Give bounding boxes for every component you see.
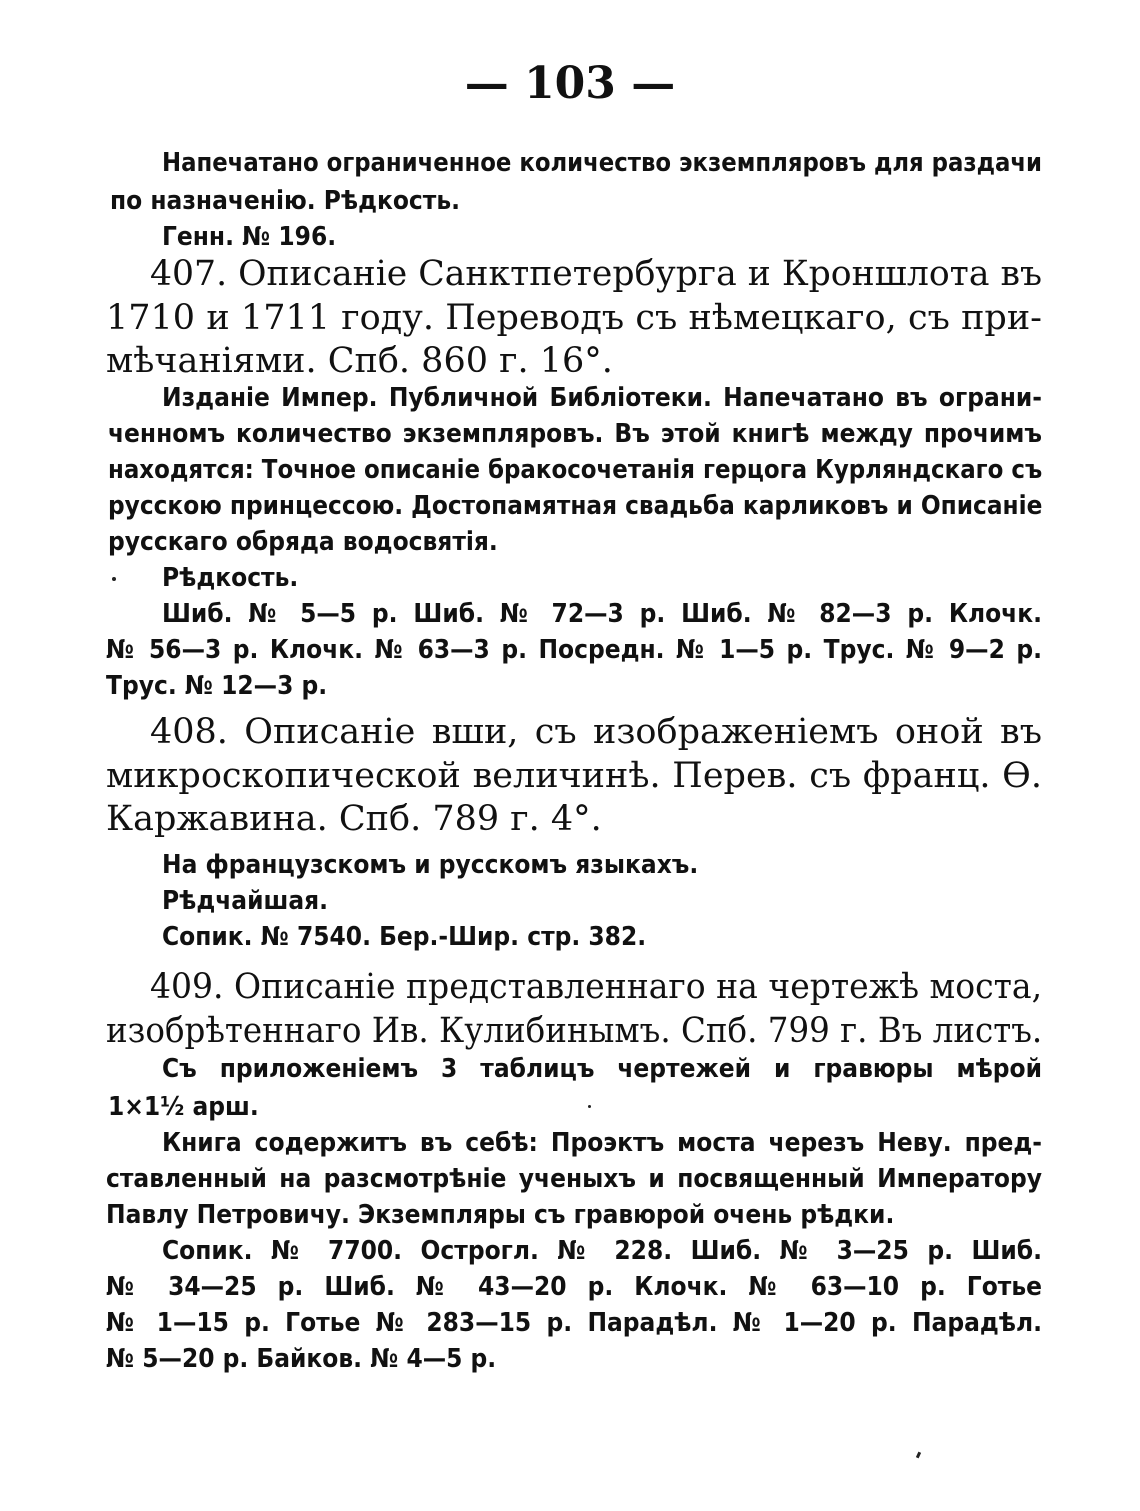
print-speck — [916, 1452, 921, 1459]
entry-407-rarity: Рѣдкость. — [162, 563, 299, 593]
entry-409-refs-line-3: № 1—15 р. Готье № 283—15 р. Парадѣл. № 1—20 р. Парадѣл. — [106, 1308, 1042, 1338]
entry-407-note-line-3: находятся: Точное описаніе бракосочетанія герцога Курляндскаго съ — [108, 455, 1043, 485]
entry-407-refs-line-3: Трус. № 12—3 р. — [106, 671, 328, 701]
entry-409-note-line-2: 1×1½ арш. — [108, 1092, 259, 1122]
prev-entry-reference: Генн. № 196. — [162, 222, 337, 252]
entry-407-title-line-2: 1710 и 1711 году. Переводъ съ нѣмецкаго, съ при- — [106, 298, 1042, 338]
entry-409-refs-line-2: № 34—25 р. Шиб. № 43—20 р. Клочк. № 63—10 р. Готье — [106, 1272, 1042, 1302]
entry-409-title-line-2: изобрѣтеннаго Ив. Кулибинымъ. Спб. 799 г. Въ листъ. — [106, 1011, 1043, 1051]
entry-407-note-line-1: Изданіе Импер. Публичной Библіотеки. Напечатано въ ограни- — [162, 383, 1042, 413]
entry-409-note-line-3: Книга содержитъ въ себѣ: Проэктъ моста черезъ Неву. пред- — [162, 1128, 1042, 1158]
entry-407-note-line-2: ченномъ количество экземпляровъ. Въ этой книгѣ между прочимъ — [108, 419, 1042, 449]
entry-409-note-line-4: ставленный на разсмотрѣніе ученыхъ и посвященный Императору — [106, 1164, 1042, 1194]
entry-407-note-line-5: русскаго обряда водосвятія. — [108, 527, 498, 557]
entry-407-title-line-3: мѣчаніями. Спб. 860 г. 16°. — [106, 341, 613, 381]
entry-408-title-line-2: микроскопической величинѣ. Перев. съ франц. Ѳ. — [106, 756, 1042, 796]
entry-409-note-line-1: Съ приложеніемъ 3 таблицъ чертежей и гравюры мѣрой — [162, 1054, 1042, 1084]
entry-409-refs-line-4: № 5—20 р. Байков. № 4—5 р. — [106, 1344, 497, 1374]
print-speck — [112, 577, 116, 581]
entry-409-refs-line-1: Сопик. № 7700. Острогл. № 228. Шиб. № 3—25 р. Шиб. — [162, 1236, 1042, 1266]
entry-407-refs-line-2: № 56—3 р. Клочк. № 63—3 р. Посредн. № 1—5 р. Трус. № 9—2 р. — [106, 635, 1042, 665]
entry-407-title-line-1: 407. Описаніе Санктпетербурга и Кроншлота въ — [150, 254, 1042, 294]
prev-entry-note-line-1: Напечатано ограниченное количество экземпляровъ для раздачи — [162, 148, 1042, 178]
page-number: — 103 — — [464, 58, 676, 109]
entry-408-note-line-1: На французскомъ и русскомъ языкахъ. — [162, 850, 699, 880]
entry-408-rarity: Рѣдчайшая. — [162, 886, 329, 916]
prev-entry-note-line-2: по назначенію. Рѣдкость. — [110, 186, 461, 216]
entry-409-title-line-1: 409. Описаніе представленнаго на чертежѣ моста, — [150, 967, 1043, 1007]
entry-407-note-line-4: русскою принцессою. Достопамятная свадьба карликовъ и Описаніе — [108, 491, 1043, 521]
entry-408-title-line-1: 408. Описаніе вши, съ изображеніемъ оной въ — [150, 712, 1042, 752]
entry-408-refs-line-1: Сопик. № 7540. Бер.-Шир. стр. 382. — [162, 922, 647, 952]
entry-408-title-line-3: Каржавина. Спб. 789 г. 4°. — [106, 799, 602, 839]
entry-407-refs-line-1: Шиб. № 5—5 р. Шиб. № 72—3 р. Шиб. № 82—3 р. Клочк. — [162, 599, 1042, 629]
entry-409-note-line-5: Павлу Петровичу. Экземпляры съ гравюрой очень рѣдки. — [106, 1200, 895, 1230]
print-speck — [588, 1105, 591, 1108]
